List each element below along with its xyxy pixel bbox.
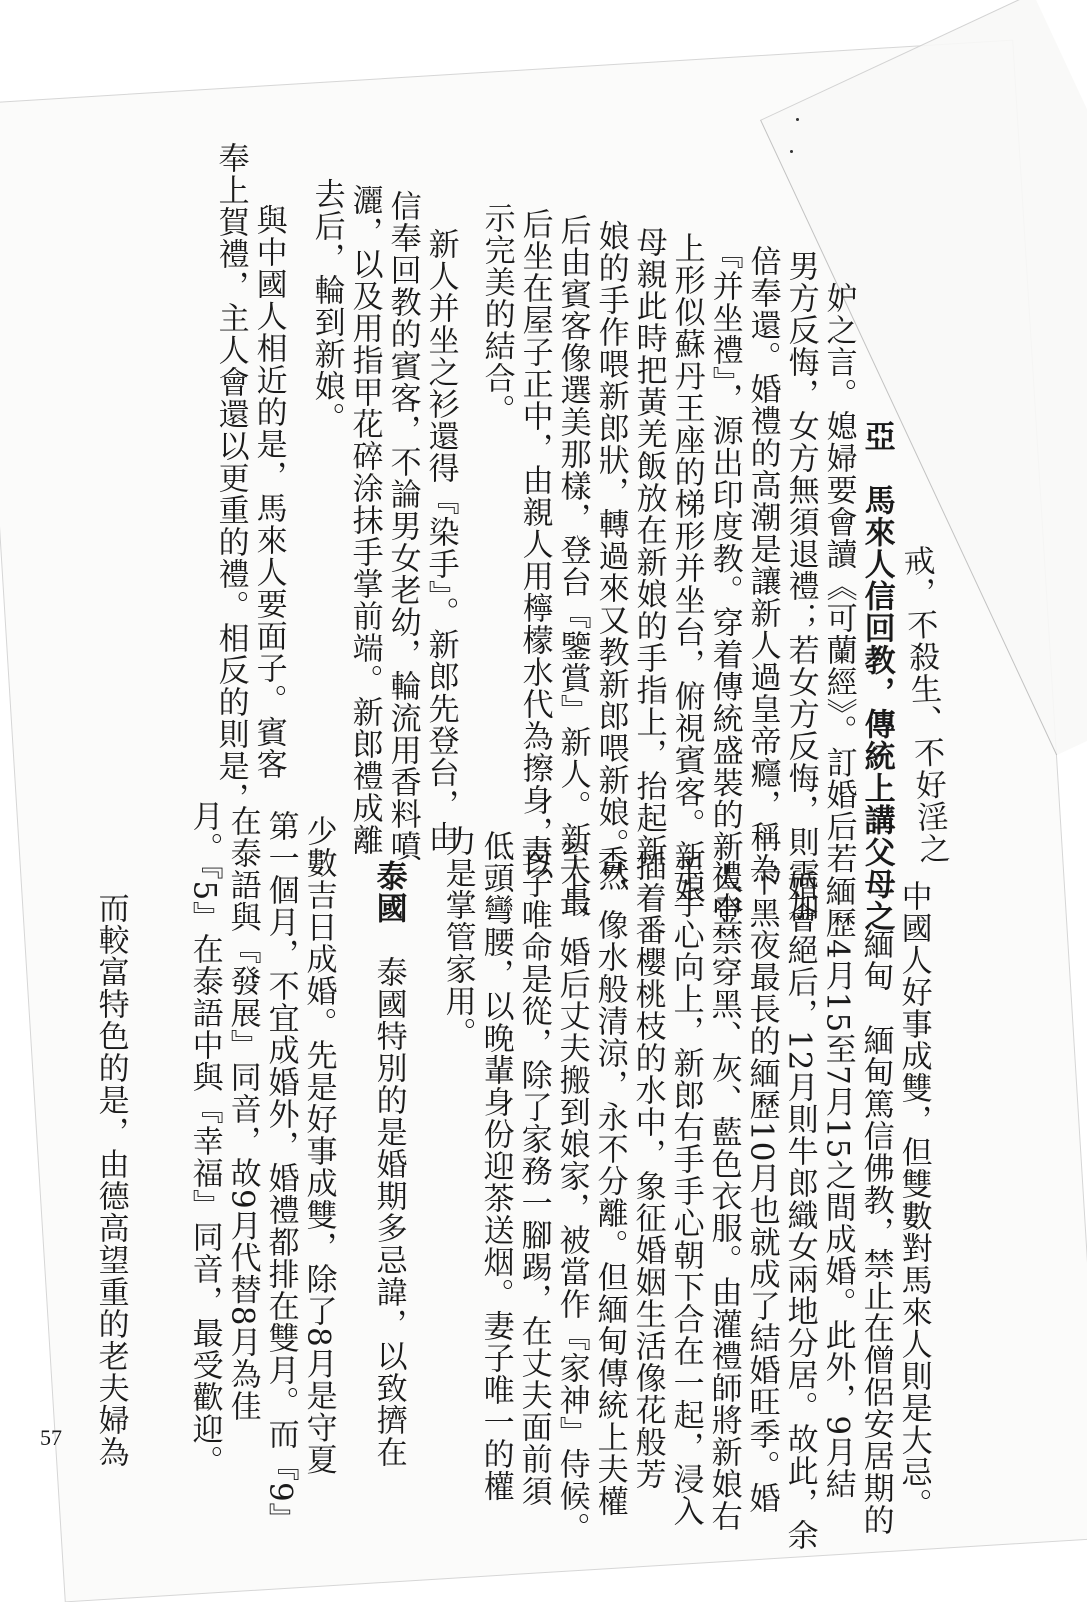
lower-col-12 (477, 830, 514, 1502)
col-text: 『并坐禮』，源出印度教。穿着傳統盛裝的新人登 (706, 238, 743, 927)
lower-col-8 (629, 850, 666, 1490)
col-text: 婚會絕后，12月則牛郎織女兩地分居。故此，余 (781, 870, 818, 1552)
lower-col-7 (667, 855, 704, 1527)
col-text: 母親此時把黃羌飯放在新娘的手指上，抬起新 (630, 226, 667, 866)
lower-col-1 (895, 880, 932, 1520)
upper-col-1 (858, 420, 895, 932)
lower-col-5 (743, 865, 780, 1514)
upper-col-14 (346, 184, 383, 856)
col-text: 少數吉日成婚。先是好事成雙，除了8月是守夏 (300, 815, 337, 1476)
col-text: 妻子唯命是從，除了家務一腳踢，在丈夫面前須 (515, 835, 552, 1507)
col-text: 在泰語與『發展』同音，故9月代替8月為佳 (224, 805, 261, 1423)
upper-col-5 (706, 238, 743, 927)
col-text: 緬甸 緬甸篤信佛教，禁止在僧侶安居期的 (857, 928, 894, 1536)
upper-col-16 (250, 172, 287, 780)
lower-col-4 (781, 870, 818, 1551)
scan-speck (796, 118, 799, 121)
col-text: 娘的手作喂新郎狀，轉過來又教新郎喂新娘。然 (592, 220, 629, 892)
col-text: 男方反悔，女方無須退禮；若女方反悔，則需加 (782, 250, 819, 922)
col-text: 信奉回教的賓客，不論男女老幼，輪流用香料噴 (384, 190, 421, 862)
upper-col-13 (384, 190, 421, 862)
col-text: 中國人好事成雙，但雙數對馬來人則是大忌。 (895, 880, 932, 1520)
col-text: 示完美的結合。 (478, 202, 515, 426)
col-text: 香，像水般清涼，永不分離。但緬甸傳統上夫權 (591, 845, 628, 1517)
lower-col-11 (515, 835, 552, 1507)
col-text: 后坐在屋子正中，由親人用檸檬水代為擦身，以 (516, 208, 553, 880)
upper-col-10 (516, 208, 553, 880)
lower-col-16 (224, 805, 261, 1422)
col-text: 泰國特別的是婚期多忌諱，以致擠在 (370, 924, 407, 1468)
col-text: 去后，輪到新娘。 (308, 178, 345, 434)
scan-speck (790, 150, 793, 153)
col-text: 緬歷4月15至7月15之間成婚。此外，9月結 (819, 875, 856, 1501)
col-text: 低頭彎腰，以晚輩身份迎茶送烟。妻子唯一的權 (477, 830, 514, 1502)
col-text: 后由賓客像選美那樣，登台『鑒賞』新人。新人最 (554, 214, 591, 918)
thai-col (370, 860, 407, 1468)
fragment-text: 戒，不殺生、不好淫之 (897, 544, 950, 866)
upper-col-6 (668, 232, 705, 904)
col-text: 第一個月，不宜成婚外，婚禮都排在雙月。而『9』 (262, 810, 299, 1535)
upper-col-4 (744, 245, 781, 885)
upper-col-8 (592, 220, 629, 892)
upper-col-15 (308, 178, 345, 434)
col-text: 手手心向上，新郎右手手心朝下合在一起，浸入 (667, 855, 704, 1527)
section-label-thailand: 泰國 (370, 860, 407, 924)
col-text: 而較富特色的是，由德高望重的老夫婦為 (92, 860, 129, 1468)
upper-col-9 (554, 214, 591, 918)
col-text: 奉上賀禮，主人會還以更重的禮。相反的則是， (212, 142, 249, 814)
lower-col-9 (591, 845, 628, 1517)
col-text: 亞 馬來人信回教，傳統上講父母之 (858, 420, 895, 932)
col-text: 下黑夜最長的緬歷10月也就成了結婚旺季。婚 (743, 865, 780, 1515)
lower-col-17 (186, 800, 223, 1477)
col-text: 新人并坐之衫還得『染手』。新郎先登台，由 (422, 196, 459, 853)
lower-col-15 (262, 810, 299, 1535)
col-text: 插着番櫻桃枝的水中，象征婚姻生活像花般芳 (629, 850, 666, 1490)
col-text: 力是掌管家用。 (439, 825, 476, 1049)
upper-col-11 (478, 202, 515, 426)
lower-col-2 (857, 928, 894, 1536)
lower-col-3 (819, 875, 856, 1500)
col-text: 至上，婚后丈夫搬到娘家，被當作『家神』侍候。 (553, 840, 590, 1544)
col-text: 妒之言。媳婦要會讀《可蘭經》。訂婚后若 (820, 282, 857, 875)
lower-col-10 (553, 840, 590, 1544)
col-text: 灑，以及用指甲花碎涂抹手掌前端。新郎禮成離 (346, 184, 383, 856)
col-text: 月。『5』在泰語中與『幸福』同音，最受歡迎。 (186, 800, 223, 1478)
lower-col-18 (92, 860, 129, 1468)
lower-col-6 (705, 860, 742, 1532)
col-text: 禮中禁穿黑、灰、藍色衣服。由灌禮師將新娘右 (705, 860, 742, 1532)
upper-col-17 (212, 142, 249, 814)
col-text: 倍奉還。婚禮的高潮是讓新人過皇帝癮，稱為 (744, 245, 781, 885)
upper-col-2 (820, 282, 857, 875)
upper-col-12 (422, 196, 459, 853)
col-text: 上形似蘇丹王座的梯形并坐台，俯視賓客。新娘 (668, 232, 705, 904)
lower-col-13 (439, 825, 476, 1049)
upper-col-3 (782, 250, 819, 922)
lower-col-14 (300, 815, 337, 1476)
col-text: 與中國人相近的是，馬來人要面子。賓客 (250, 172, 287, 780)
upper-col-7 (630, 226, 667, 866)
page-number: 57 (40, 1425, 62, 1450)
